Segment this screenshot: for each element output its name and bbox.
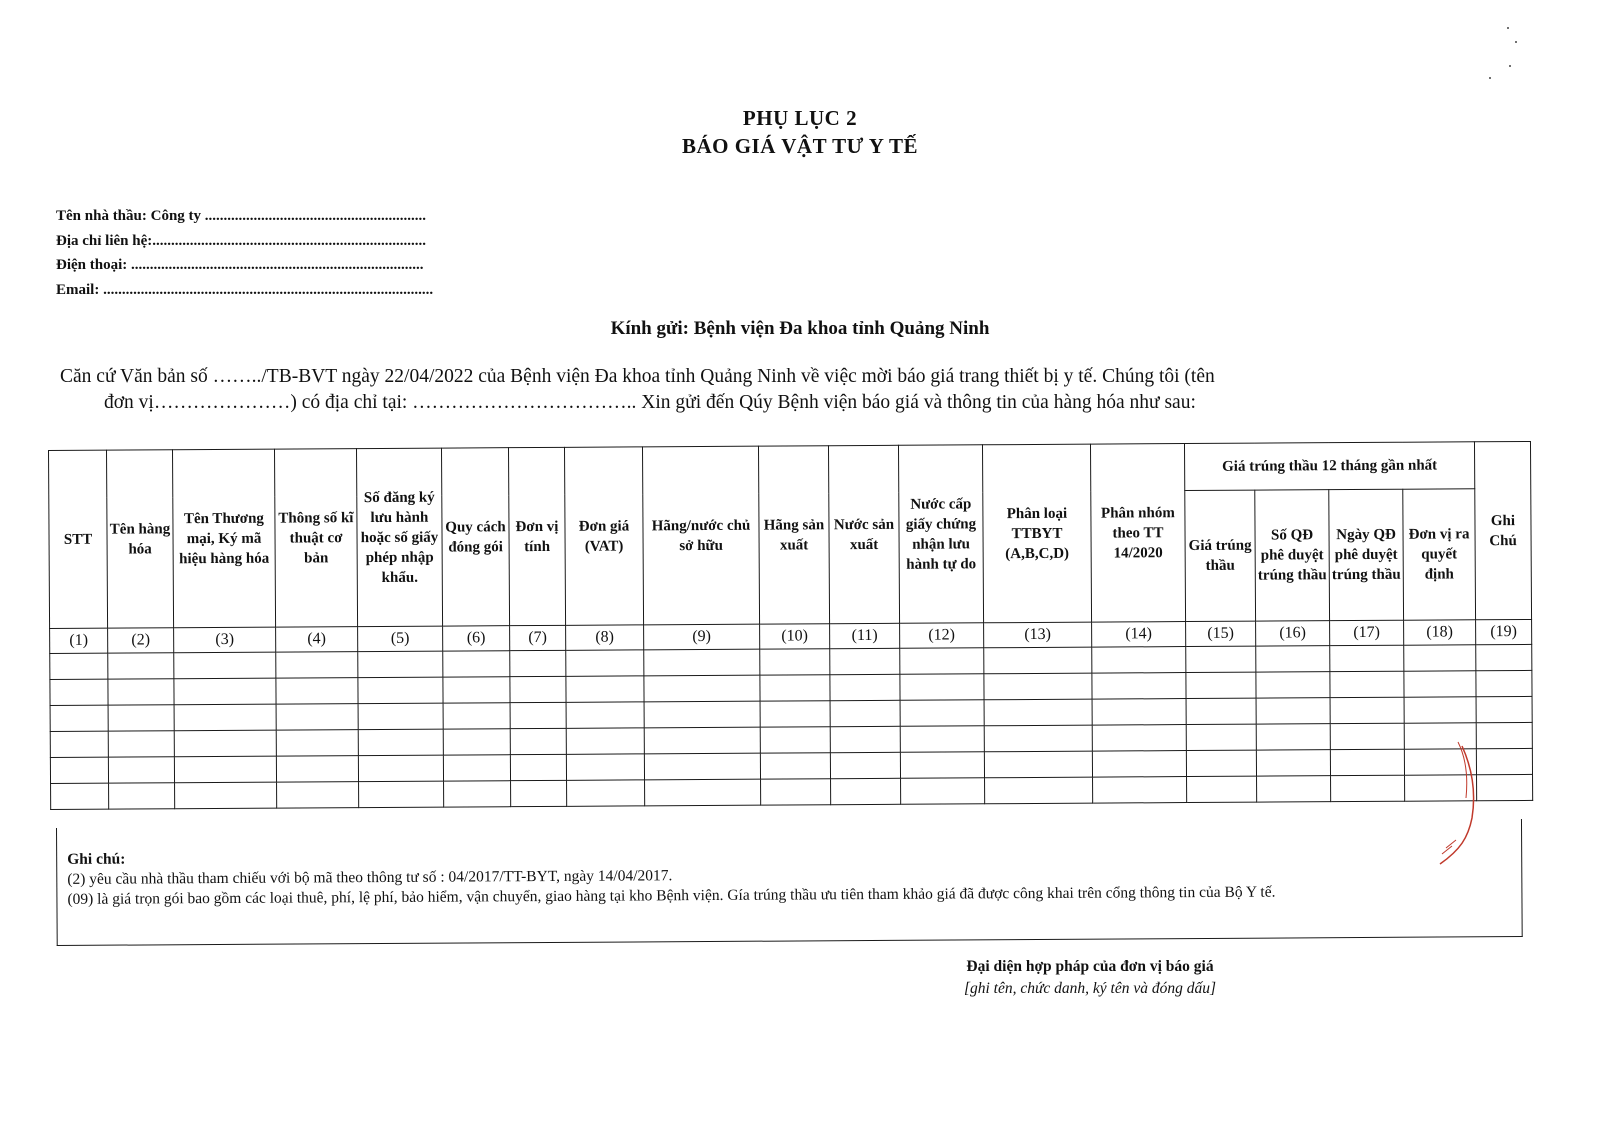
empty-cell [1186,724,1256,750]
column-number: (16) [1256,621,1330,646]
phone-line: Điện thoại: .............................................................................. [56,257,424,273]
empty-cell [1476,696,1532,722]
empty-cell [50,679,108,705]
signature-title: Đại diện hợp pháp của đơn vị báo giá [966,958,1214,975]
empty-cell [359,781,444,808]
empty-cell [566,676,644,702]
empty-cell [1092,673,1186,700]
empty-cell [443,755,510,781]
empty-cell [900,752,984,779]
empty-cell [830,726,900,752]
empty-cell [174,678,276,705]
col-header-item-name: Tên hàng hóa [107,450,174,628]
empty-cell [276,730,358,757]
empty-cell [358,703,443,730]
column-number: (19) [1476,619,1532,644]
empty-cell [511,780,567,806]
empty-cell [1330,749,1404,775]
empty-cell [900,648,984,675]
empty-cell [1256,672,1330,698]
signature-instructions: [ghi tên, chức danh, ký tên và đóng dấu] [963,980,1217,997]
empty-cell [1476,722,1532,748]
empty-cell [443,651,510,677]
empty-cell [1330,645,1404,671]
empty-cell [1256,750,1330,776]
column-number: (18) [1404,620,1476,645]
empty-cell [1330,671,1404,697]
empty-cell [984,725,1092,752]
empty-cell [1186,750,1256,776]
column-number: (13) [984,622,1092,648]
column-number: (8) [566,625,644,650]
empty-cell [1186,672,1256,698]
empty-cell [830,700,900,726]
column-number: (12) [900,623,984,649]
empty-cell [566,650,644,676]
intro-line-2: đơn vị…………………) có địa chỉ tại: …………………………….. Xin gửi đến Qúy Bệnh viện báo giá và thông tin của hàng hóa như sau: [104,392,1196,413]
empty-cell [1404,645,1476,671]
empty-cell [760,649,830,675]
empty-cell [761,779,831,805]
empty-cell [109,783,175,809]
empty-cell [760,701,830,727]
empty-cell [644,727,760,754]
col-header-manufacturer: Hãng sản xuất [758,446,829,624]
col-header-classification: Phân loại TTBYT (A,B,C,D) [982,444,1091,623]
empty-cell [510,676,566,702]
empty-cell [50,757,108,783]
empty-cell [276,756,358,783]
notes-line-1: (2) yêu cầu nhà thầu tham chiếu với bộ mã theo thông tư số : 04/2017/TT-BYT, ngày 14/04/2017. [67,867,673,888]
empty-cell [358,729,443,756]
empty-cell [51,783,109,809]
column-number: (15) [1186,621,1256,646]
col-header-free-sale-country: Nước cấp giấy chứng nhận lưu hành tự do [898,445,983,624]
empty-cell [644,701,760,728]
empty-cell [1092,751,1186,778]
empty-cell [108,731,174,757]
bidder-name-line: Tên nhà thầu: Công ty ........................................................... [56,208,427,224]
empty-cell [1330,723,1404,749]
col-header-specs: Thông số kĩ thuật cơ bản [274,449,357,627]
col-header-winning-price: Giá trúng thầu [1185,490,1256,621]
col-header-unit-price: Đơn giá (VAT) [564,447,643,625]
col-header-winning-price-group: Giá trúng thầu 12 tháng gần nhất [1184,442,1474,491]
empty-cell [1256,646,1330,672]
empty-cell [1331,775,1405,801]
empty-cell [510,728,566,754]
col-header-notes: Ghi Chú [1474,441,1531,619]
empty-cell [50,705,108,731]
col-header-trade-name: Tên Thương mại, Ký mã hiệu hàng hóa [173,449,276,628]
empty-cell [1404,697,1476,723]
column-number: (9) [644,624,760,650]
empty-cell [1256,724,1330,750]
col-header-group: Phân nhóm theo TT 14/2020 [1090,444,1185,623]
empty-cell [984,647,1092,674]
col-header-country: Nước sản xuất [828,445,899,623]
empty-cell [50,653,108,679]
notes-line-2: (09) là giá trọn gói bao gồm các loại thuê, phí, lệ phí, bảo hiểm, vận chuyển, giao hàng tại kho Bệnh viện. Gía trúng thầu ưu tiên tham khảo giá đã được công khai trên cổng thông tin của Bộ Y tế. [67,883,1276,908]
empty-cell [1186,646,1256,672]
col-header-decision-unit: Đơn vị ra quyết định [1403,489,1476,620]
empty-cell [358,755,443,782]
column-number: (6) [443,626,510,651]
empty-cell [108,757,174,783]
document-title: BÁO GIÁ VẬT TƯ Y TẾ [681,134,919,158]
empty-cell [108,679,174,705]
empty-cell [443,729,510,755]
empty-cell [510,650,566,676]
empty-cell [984,699,1092,726]
empty-cell [985,777,1093,804]
empty-cell [276,678,358,705]
col-header-packaging: Quy cách đóng gói [441,448,509,626]
empty-cell [1476,670,1532,696]
empty-cell [900,674,984,701]
empty-cell [277,782,359,809]
empty-cell [358,677,443,704]
address-line: Địa chỉ liên hệ:......................................................................... [56,232,426,249]
empty-cell [1256,698,1330,724]
empty-cell [1092,725,1186,752]
empty-cell [900,700,984,727]
empty-cell [566,754,644,780]
column-number: (11) [830,623,900,648]
empty-cell [108,705,174,731]
empty-cell [1093,777,1187,804]
empty-cell [510,754,566,780]
column-number: (17) [1330,620,1404,645]
column-number: (3) [174,627,276,653]
empty-cell [1404,671,1476,697]
empty-cell [1477,774,1533,800]
empty-cell [174,652,276,679]
empty-cell [1476,644,1532,670]
column-number: (10) [760,624,830,649]
quotation-table [48,441,1533,810]
intro-line-1: Căn cứ Văn bản số ……../TB-BVT ngày 22/04/2022 của Bệnh viện Đa khoa tỉnh Quảng Ninh về việc mời báo giá trang thiết bị y tế. Chúng tôi (tên [60,366,1215,387]
empty-cell [830,674,900,700]
red-stamp-mark [1432,738,1480,868]
appendix-title: PHỤ LỤC 2 [742,106,858,130]
empty-cell [1092,647,1186,674]
empty-cell [444,781,511,807]
notes-title: Ghi chú: [67,850,126,868]
empty-cell [443,677,510,703]
empty-cell [760,753,830,779]
col-header-owner: Hãng/nước chủ sở hữu [642,446,759,625]
empty-cell [566,728,644,754]
email-line: Email: ........................................................................................ [56,281,434,298]
empty-cell [1186,698,1256,724]
empty-cell [1187,776,1257,802]
empty-cell [644,753,760,780]
column-number: (1) [50,628,108,653]
col-header-stt: STT [49,450,108,628]
empty-rows [50,644,1533,809]
empty-cell [901,778,985,805]
empty-cell [276,704,358,731]
column-number: (7) [510,625,566,650]
empty-cell [1476,748,1532,774]
empty-cell [900,726,984,753]
empty-cell [830,752,900,778]
col-header-decision-no: Số QĐ phê duyệt trúng thầu [1255,490,1330,621]
empty-cell [645,779,761,806]
column-number: (5) [358,626,443,652]
notes-box [56,819,1523,946]
empty-cell [760,727,830,753]
empty-cell [566,702,644,728]
empty-cell [50,731,108,757]
column-number: (14) [1092,622,1186,648]
empty-cell [174,730,276,757]
scan-specks [1480,20,1520,90]
empty-cell [175,782,277,809]
empty-cell [174,704,276,731]
column-number: (4) [276,627,358,653]
empty-cell [1092,699,1186,726]
empty-cell [1330,697,1404,723]
empty-cell [760,675,830,701]
column-number: (2) [108,628,174,653]
empty-cell [830,648,900,674]
empty-cell [174,756,276,783]
salutation: Kính gửi: Bệnh viện Đa khoa tỉnh Quảng Ninh [610,318,990,339]
empty-cell [276,652,358,679]
bidder-contact-block [56,204,433,302]
empty-cell [984,751,1092,778]
col-header-unit: Đơn vị tính [508,447,565,625]
col-header-decision-date: Ngày QĐ phê duyệt trúng thầu [1329,489,1404,620]
empty-cell [358,651,443,678]
empty-cell [443,703,510,729]
col-header-registration: Số đăng ký lưu hành hoặc số giấy phép nhập khẩu. [356,448,442,627]
empty-cell [108,653,174,679]
empty-cell [644,675,760,702]
empty-cell [567,780,645,806]
empty-cell [1257,776,1331,802]
empty-cell [831,778,901,804]
intro-paragraph [60,364,1530,416]
empty-cell [644,649,760,676]
empty-cell [984,673,1092,700]
empty-cell [510,702,566,728]
